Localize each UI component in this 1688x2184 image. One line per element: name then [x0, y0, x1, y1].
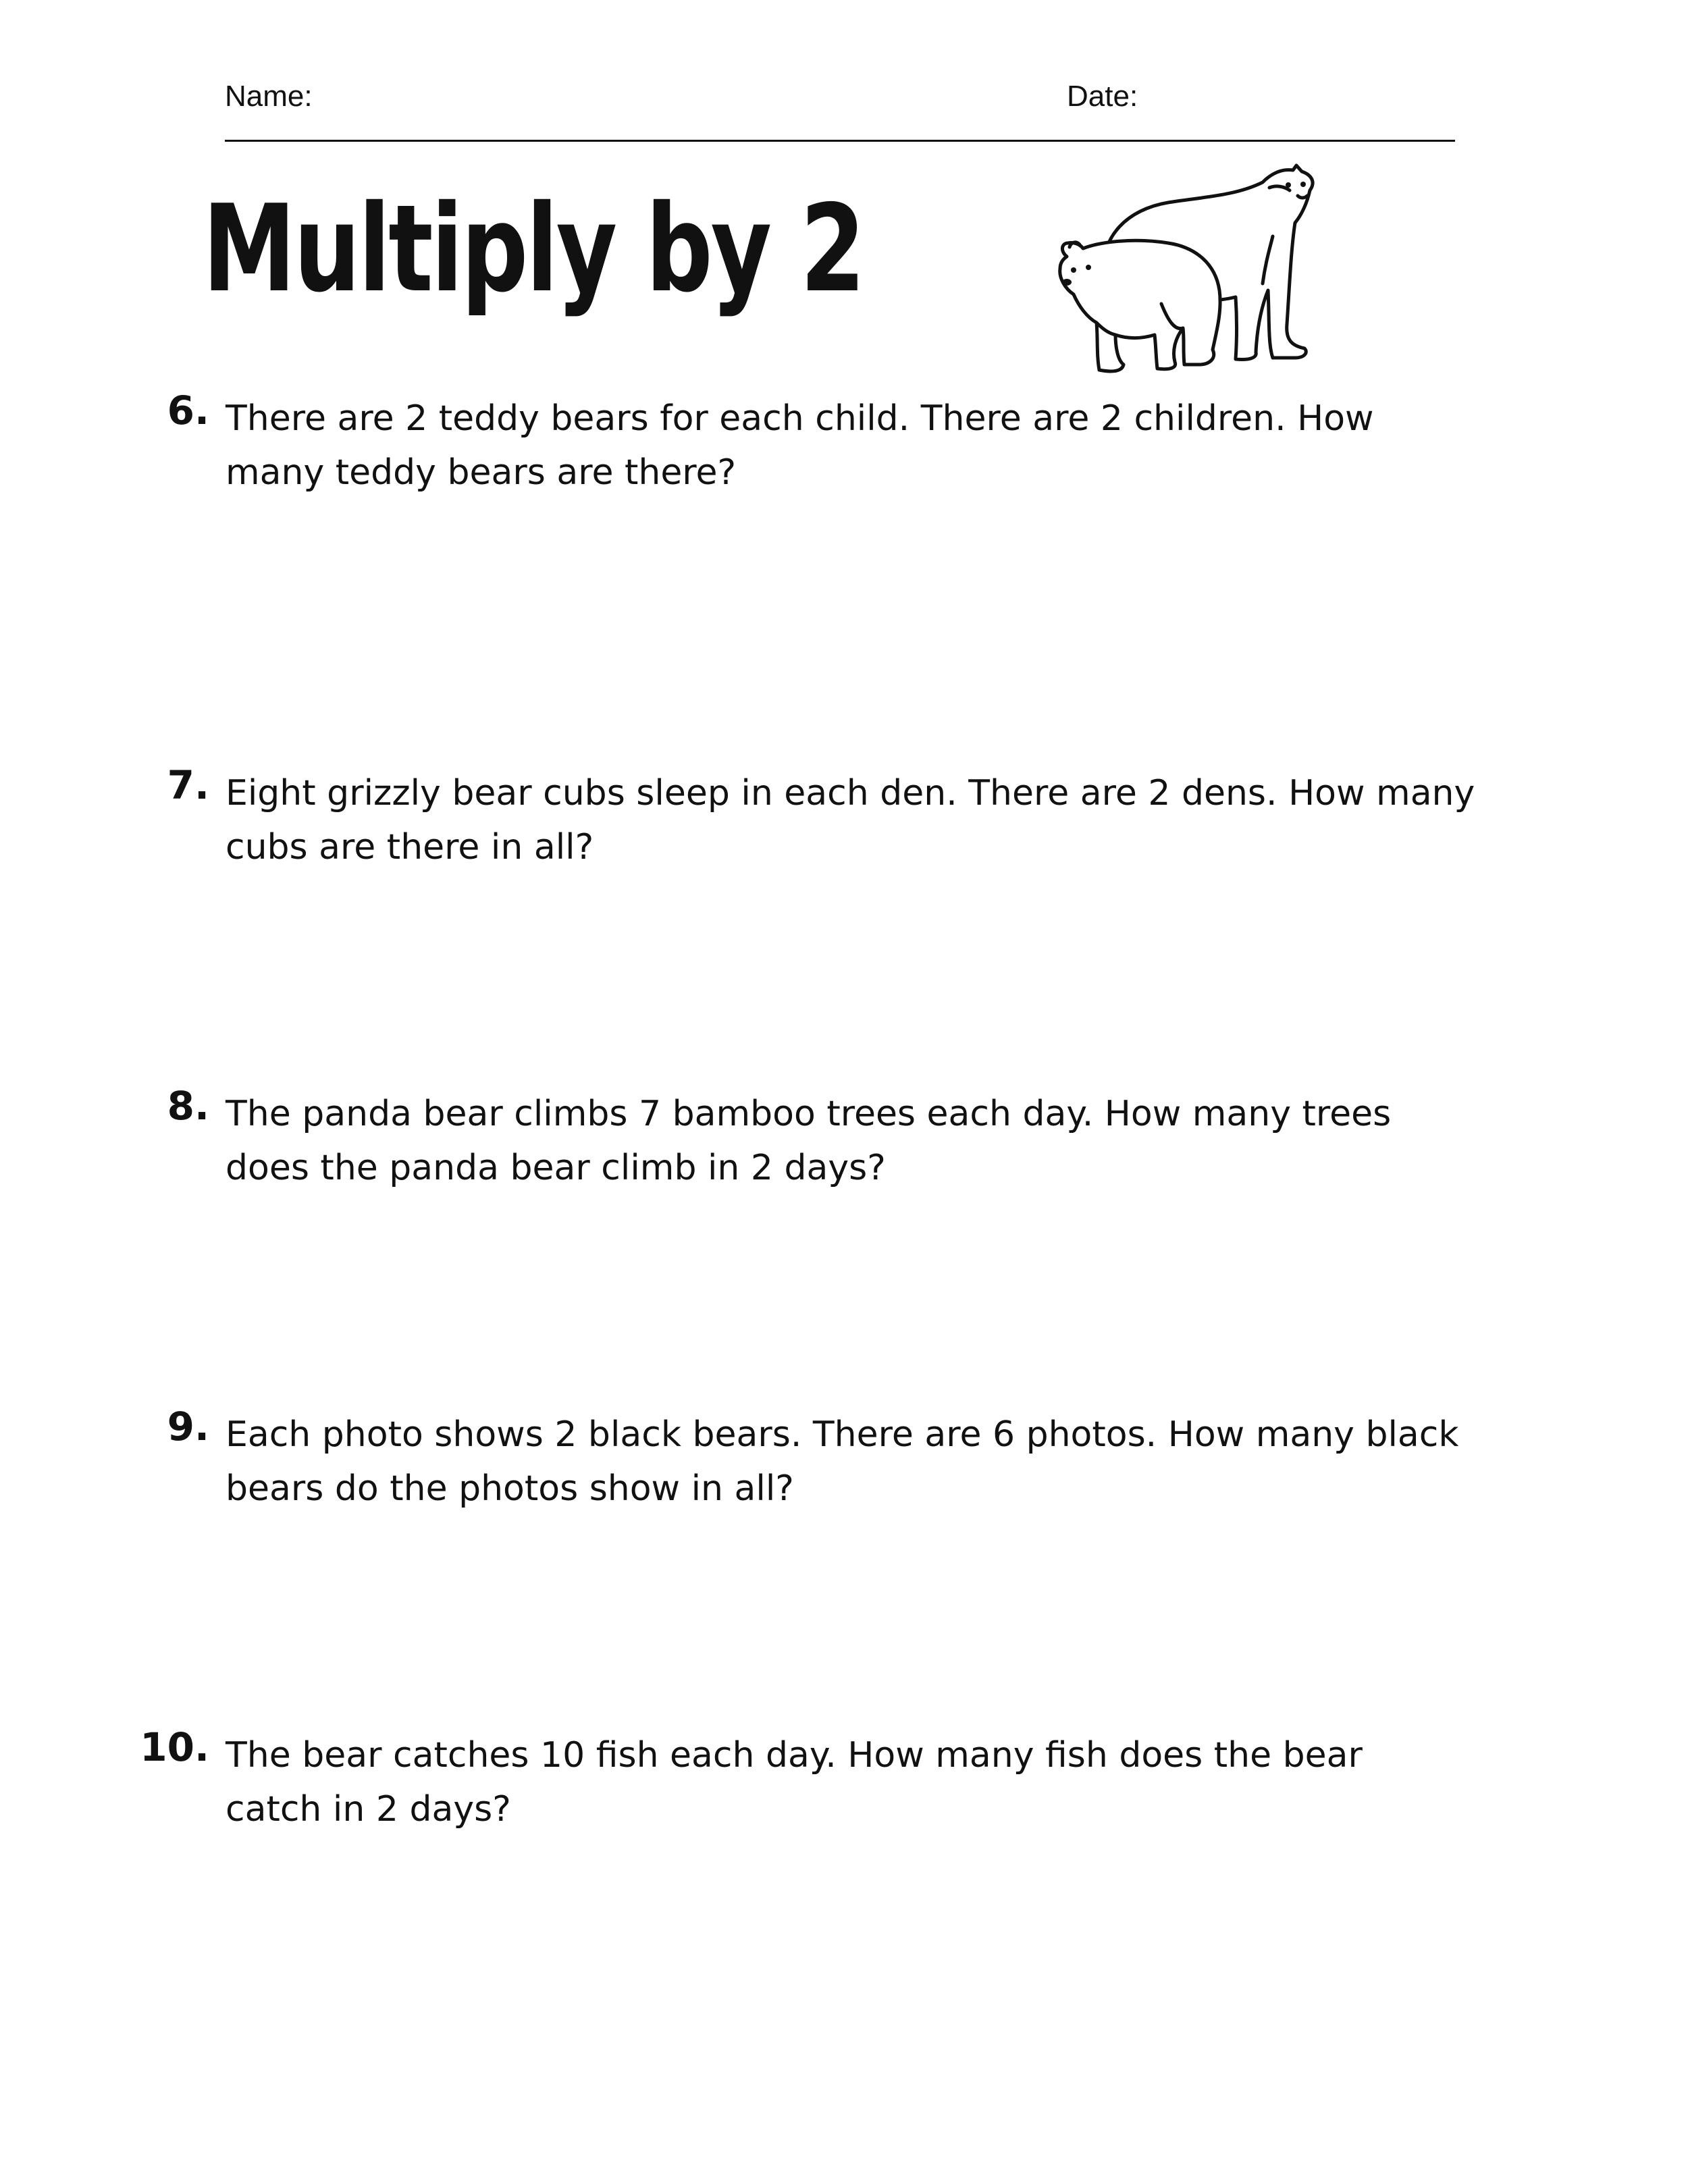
question-number: 10.	[140, 1724, 209, 1770]
question-text	[226, 392, 1562, 500]
question-line: There are 2 teddy bears for each child. There are 2 children. How	[226, 398, 1374, 439]
question-line: bears do the photos show in all?	[226, 1468, 794, 1509]
date-label: Date:	[1067, 80, 1138, 113]
question-line: Each photo shows 2 black bears. There are 6 photos. How many black	[226, 1414, 1459, 1455]
question-line: cubs are there in all?	[226, 827, 594, 868]
question-line: The panda bear climbs 7 bamboo trees each day. How many trees	[226, 1094, 1392, 1134]
page-title: Multiply by 2	[203, 179, 864, 319]
question-number: 8.	[167, 1083, 209, 1129]
question-text	[226, 1408, 1562, 1516]
question-number: 9.	[167, 1404, 209, 1449]
question-number: 6.	[167, 388, 209, 433]
question-line: does the panda bear climb in 2 days?	[226, 1148, 886, 1188]
question-text	[226, 1728, 1562, 1836]
name-label: Name:	[225, 80, 313, 113]
question-number: 7.	[167, 762, 209, 808]
question-text	[226, 766, 1562, 874]
polar-bears-icon	[1040, 162, 1330, 392]
question-line: catch in 2 days?	[226, 1789, 511, 1830]
question-line: Eight grizzly bear cubs sleep in each den. There are 2 dens. How many	[226, 773, 1475, 814]
question-line: The bear catches 10 fish each day. How many fish does the bear	[226, 1735, 1363, 1776]
header-divider	[225, 140, 1455, 142]
question-text	[226, 1087, 1562, 1195]
question-line: many teddy bears are there?	[226, 452, 737, 493]
